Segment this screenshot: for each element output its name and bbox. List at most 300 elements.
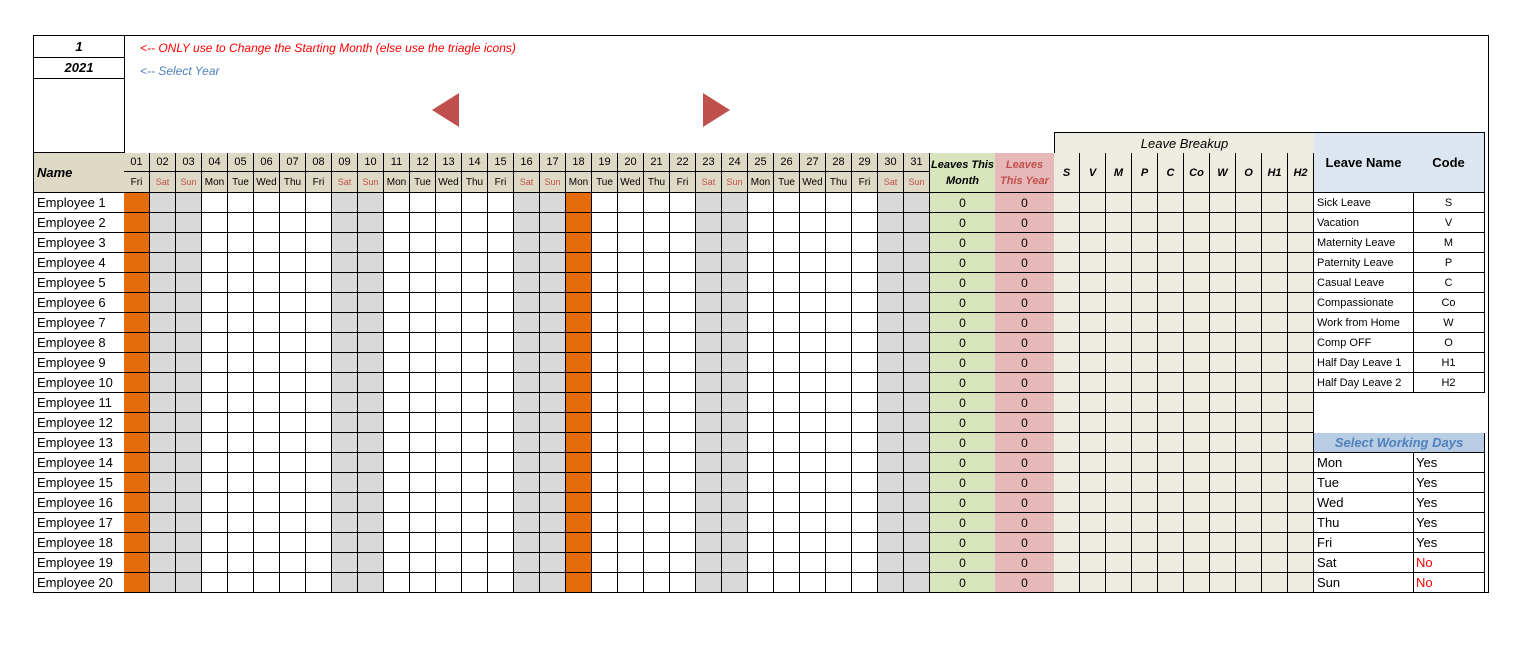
attendance-cell[interactable]: [488, 373, 514, 393]
attendance-cell[interactable]: [228, 553, 254, 573]
attendance-cell[interactable]: [748, 313, 774, 333]
attendance-cell[interactable]: [384, 393, 410, 413]
attendance-cell[interactable]: [176, 393, 202, 413]
attendance-cell[interactable]: [150, 253, 176, 273]
attendance-cell[interactable]: [488, 393, 514, 413]
attendance-cell[interactable]: [436, 253, 462, 273]
attendance-cell[interactable]: [826, 413, 852, 433]
attendance-cell[interactable]: [514, 433, 540, 453]
working-day-select[interactable]: Yes: [1413, 473, 1485, 493]
attendance-cell[interactable]: [592, 553, 618, 573]
attendance-cell[interactable]: [436, 353, 462, 373]
attendance-cell[interactable]: [592, 213, 618, 233]
attendance-cell[interactable]: [202, 193, 228, 213]
attendance-cell[interactable]: [176, 573, 202, 593]
attendance-cell[interactable]: [228, 373, 254, 393]
attendance-cell[interactable]: [826, 573, 852, 593]
attendance-cell[interactable]: [228, 293, 254, 313]
attendance-cell[interactable]: [280, 473, 306, 493]
attendance-cell[interactable]: [332, 253, 358, 273]
attendance-cell[interactable]: [722, 513, 748, 533]
attendance-cell[interactable]: [774, 493, 800, 513]
attendance-cell[interactable]: [436, 433, 462, 453]
attendance-cell[interactable]: [566, 573, 592, 593]
attendance-cell[interactable]: [566, 413, 592, 433]
attendance-cell[interactable]: [774, 333, 800, 353]
attendance-cell[interactable]: [878, 193, 904, 213]
attendance-cell[interactable]: [800, 533, 826, 553]
attendance-cell[interactable]: [384, 573, 410, 593]
attendance-cell[interactable]: [644, 273, 670, 293]
attendance-cell[interactable]: [540, 513, 566, 533]
attendance-cell[interactable]: [410, 253, 436, 273]
attendance-cell[interactable]: [124, 293, 150, 313]
attendance-cell[interactable]: [358, 473, 384, 493]
attendance-cell[interactable]: [124, 573, 150, 593]
attendance-cell[interactable]: [384, 533, 410, 553]
attendance-cell[interactable]: [618, 413, 644, 433]
attendance-cell[interactable]: [592, 353, 618, 373]
attendance-cell[interactable]: [150, 233, 176, 253]
attendance-cell[interactable]: [254, 293, 280, 313]
attendance-cell[interactable]: [904, 193, 930, 213]
attendance-cell[interactable]: [722, 533, 748, 553]
attendance-cell[interactable]: [306, 313, 332, 333]
attendance-cell[interactable]: [410, 393, 436, 413]
attendance-cell[interactable]: [358, 533, 384, 553]
attendance-cell[interactable]: [852, 393, 878, 413]
attendance-cell[interactable]: [358, 493, 384, 513]
attendance-cell[interactable]: [202, 513, 228, 533]
attendance-cell[interactable]: [358, 273, 384, 293]
attendance-cell[interactable]: [670, 333, 696, 353]
attendance-cell[interactable]: [436, 413, 462, 433]
attendance-cell[interactable]: [332, 553, 358, 573]
attendance-cell[interactable]: [228, 393, 254, 413]
attendance-cell[interactable]: [410, 473, 436, 493]
attendance-cell[interactable]: [514, 553, 540, 573]
attendance-cell[interactable]: [332, 433, 358, 453]
attendance-cell[interactable]: [800, 433, 826, 453]
attendance-cell[interactable]: [852, 573, 878, 593]
attendance-cell[interactable]: [826, 333, 852, 353]
attendance-cell[interactable]: [488, 253, 514, 273]
attendance-cell[interactable]: [540, 473, 566, 493]
attendance-cell[interactable]: [904, 433, 930, 453]
attendance-cell[interactable]: [514, 193, 540, 213]
attendance-cell[interactable]: [826, 253, 852, 273]
attendance-cell[interactable]: [358, 193, 384, 213]
attendance-cell[interactable]: [332, 473, 358, 493]
attendance-cell[interactable]: [150, 473, 176, 493]
attendance-cell[interactable]: [176, 433, 202, 453]
attendance-cell[interactable]: [540, 373, 566, 393]
attendance-cell[interactable]: [514, 513, 540, 533]
attendance-cell[interactable]: [670, 493, 696, 513]
attendance-cell[interactable]: [150, 333, 176, 353]
attendance-cell[interactable]: [150, 533, 176, 553]
attendance-cell[interactable]: [722, 193, 748, 213]
attendance-cell[interactable]: [202, 553, 228, 573]
attendance-cell[interactable]: [332, 393, 358, 413]
attendance-cell[interactable]: [280, 433, 306, 453]
attendance-cell[interactable]: [722, 373, 748, 393]
attendance-cell[interactable]: [462, 393, 488, 413]
attendance-cell[interactable]: [280, 453, 306, 473]
next-month-triangle-icon[interactable]: [703, 93, 730, 127]
attendance-cell[interactable]: [696, 233, 722, 253]
attendance-cell[interactable]: [202, 313, 228, 333]
attendance-cell[interactable]: [306, 373, 332, 393]
attendance-cell[interactable]: [488, 273, 514, 293]
attendance-cell[interactable]: [488, 353, 514, 373]
attendance-cell[interactable]: [202, 453, 228, 473]
attendance-cell[interactable]: [618, 493, 644, 513]
previous-month-triangle-icon[interactable]: [432, 93, 459, 127]
attendance-cell[interactable]: [280, 193, 306, 213]
attendance-cell[interactable]: [696, 253, 722, 273]
attendance-cell[interactable]: [254, 233, 280, 253]
attendance-cell[interactable]: [540, 233, 566, 253]
attendance-cell[interactable]: [462, 233, 488, 253]
attendance-cell[interactable]: [228, 413, 254, 433]
attendance-cell[interactable]: [670, 373, 696, 393]
attendance-cell[interactable]: [722, 493, 748, 513]
attendance-cell[interactable]: [592, 293, 618, 313]
attendance-cell[interactable]: [488, 193, 514, 213]
attendance-cell[interactable]: [644, 193, 670, 213]
attendance-cell[interactable]: [826, 213, 852, 233]
attendance-cell[interactable]: [540, 313, 566, 333]
attendance-cell[interactable]: [826, 553, 852, 573]
attendance-cell[interactable]: [176, 193, 202, 213]
attendance-cell[interactable]: [852, 513, 878, 533]
attendance-cell[interactable]: [176, 493, 202, 513]
working-day-select[interactable]: No: [1413, 573, 1485, 593]
attendance-cell[interactable]: [462, 273, 488, 293]
attendance-cell[interactable]: [904, 493, 930, 513]
attendance-cell[interactable]: [592, 193, 618, 213]
attendance-cell[interactable]: [514, 413, 540, 433]
attendance-cell[interactable]: [566, 513, 592, 533]
attendance-cell[interactable]: [722, 553, 748, 573]
attendance-cell[interactable]: [618, 293, 644, 313]
attendance-cell[interactable]: [384, 413, 410, 433]
attendance-cell[interactable]: [176, 513, 202, 533]
attendance-cell[interactable]: [540, 193, 566, 213]
attendance-cell[interactable]: [826, 493, 852, 513]
attendance-cell[interactable]: [696, 273, 722, 293]
attendance-cell[interactable]: [462, 473, 488, 493]
attendance-cell[interactable]: [436, 213, 462, 233]
attendance-cell[interactable]: [644, 253, 670, 273]
attendance-cell[interactable]: [150, 213, 176, 233]
attendance-cell[interactable]: [696, 533, 722, 553]
attendance-cell[interactable]: [124, 433, 150, 453]
attendance-cell[interactable]: [696, 193, 722, 213]
attendance-cell[interactable]: [462, 413, 488, 433]
attendance-cell[interactable]: [306, 553, 332, 573]
attendance-cell[interactable]: [774, 313, 800, 333]
attendance-cell[interactable]: [566, 253, 592, 273]
attendance-cell[interactable]: [878, 533, 904, 553]
attendance-cell[interactable]: [358, 293, 384, 313]
attendance-cell[interactable]: [306, 293, 332, 313]
attendance-cell[interactable]: [644, 313, 670, 333]
attendance-cell[interactable]: [332, 573, 358, 593]
attendance-cell[interactable]: [852, 533, 878, 553]
attendance-cell[interactable]: [384, 473, 410, 493]
attendance-cell[interactable]: [228, 573, 254, 593]
attendance-cell[interactable]: [748, 233, 774, 253]
attendance-cell[interactable]: [228, 313, 254, 333]
attendance-cell[interactable]: [878, 273, 904, 293]
attendance-cell[interactable]: [280, 533, 306, 553]
attendance-cell[interactable]: [800, 313, 826, 333]
attendance-cell[interactable]: [566, 273, 592, 293]
attendance-cell[interactable]: [774, 293, 800, 313]
attendance-cell[interactable]: [384, 273, 410, 293]
attendance-cell[interactable]: [254, 373, 280, 393]
attendance-cell[interactable]: [852, 353, 878, 373]
attendance-cell[interactable]: [644, 433, 670, 453]
attendance-cell[interactable]: [462, 573, 488, 593]
attendance-cell[interactable]: [566, 233, 592, 253]
attendance-cell[interactable]: [202, 293, 228, 313]
attendance-cell[interactable]: [670, 293, 696, 313]
attendance-cell[interactable]: [202, 353, 228, 373]
attendance-cell[interactable]: [202, 493, 228, 513]
attendance-cell[interactable]: [436, 573, 462, 593]
attendance-cell[interactable]: [306, 533, 332, 553]
attendance-cell[interactable]: [124, 193, 150, 213]
attendance-cell[interactable]: [696, 553, 722, 573]
attendance-cell[interactable]: [774, 533, 800, 553]
attendance-cell[interactable]: [826, 273, 852, 293]
attendance-cell[interactable]: [878, 393, 904, 413]
attendance-cell[interactable]: [306, 273, 332, 293]
attendance-cell[interactable]: [748, 293, 774, 313]
attendance-cell[interactable]: [800, 473, 826, 493]
attendance-cell[interactable]: [748, 453, 774, 473]
attendance-cell[interactable]: [566, 293, 592, 313]
attendance-cell[interactable]: [540, 333, 566, 353]
attendance-cell[interactable]: [800, 253, 826, 273]
attendance-cell[interactable]: [904, 473, 930, 493]
attendance-cell[interactable]: [202, 373, 228, 393]
attendance-cell[interactable]: [670, 233, 696, 253]
attendance-cell[interactable]: [436, 313, 462, 333]
attendance-cell[interactable]: [592, 333, 618, 353]
attendance-cell[interactable]: [878, 213, 904, 233]
attendance-cell[interactable]: [644, 293, 670, 313]
attendance-cell[interactable]: [488, 453, 514, 473]
attendance-cell[interactable]: [306, 473, 332, 493]
attendance-cell[interactable]: [748, 573, 774, 593]
attendance-cell[interactable]: [410, 553, 436, 573]
attendance-cell[interactable]: [332, 453, 358, 473]
attendance-cell[interactable]: [462, 553, 488, 573]
attendance-cell[interactable]: [878, 313, 904, 333]
attendance-cell[interactable]: [566, 193, 592, 213]
attendance-cell[interactable]: [202, 233, 228, 253]
attendance-cell[interactable]: [800, 293, 826, 313]
attendance-cell[interactable]: [488, 513, 514, 533]
attendance-cell[interactable]: [358, 433, 384, 453]
attendance-cell[interactable]: [228, 273, 254, 293]
attendance-cell[interactable]: [358, 333, 384, 353]
attendance-cell[interactable]: [436, 493, 462, 513]
attendance-cell[interactable]: [202, 273, 228, 293]
attendance-cell[interactable]: [358, 253, 384, 273]
attendance-cell[interactable]: [358, 573, 384, 593]
attendance-cell[interactable]: [644, 353, 670, 373]
attendance-cell[interactable]: [202, 433, 228, 453]
attendance-cell[interactable]: [254, 333, 280, 353]
attendance-cell[interactable]: [878, 413, 904, 433]
attendance-cell[interactable]: [306, 413, 332, 433]
attendance-cell[interactable]: [644, 493, 670, 513]
attendance-cell[interactable]: [280, 253, 306, 273]
attendance-cell[interactable]: [436, 293, 462, 313]
attendance-cell[interactable]: [800, 453, 826, 473]
attendance-cell[interactable]: [722, 433, 748, 453]
attendance-cell[interactable]: [254, 253, 280, 273]
attendance-cell[interactable]: [306, 433, 332, 453]
attendance-cell[interactable]: [514, 393, 540, 413]
attendance-cell[interactable]: [540, 213, 566, 233]
attendance-cell[interactable]: [124, 413, 150, 433]
attendance-cell[interactable]: [618, 233, 644, 253]
attendance-cell[interactable]: [410, 373, 436, 393]
attendance-cell[interactable]: [332, 493, 358, 513]
attendance-cell[interactable]: [228, 493, 254, 513]
attendance-cell[interactable]: [254, 213, 280, 233]
attendance-cell[interactable]: [332, 213, 358, 233]
attendance-cell[interactable]: [332, 193, 358, 213]
attendance-cell[interactable]: [800, 333, 826, 353]
attendance-cell[interactable]: [540, 253, 566, 273]
attendance-cell[interactable]: [462, 433, 488, 453]
attendance-cell[interactable]: [124, 253, 150, 273]
attendance-cell[interactable]: [124, 393, 150, 413]
attendance-cell[interactable]: [150, 493, 176, 513]
attendance-cell[interactable]: [280, 413, 306, 433]
working-day-select[interactable]: Yes: [1413, 453, 1485, 473]
attendance-cell[interactable]: [644, 573, 670, 593]
attendance-cell[interactable]: [852, 493, 878, 513]
attendance-cell[interactable]: [696, 453, 722, 473]
attendance-cell[interactable]: [410, 493, 436, 513]
attendance-cell[interactable]: [384, 193, 410, 213]
attendance-cell[interactable]: [904, 533, 930, 553]
attendance-cell[interactable]: [202, 253, 228, 273]
attendance-cell[interactable]: [566, 473, 592, 493]
attendance-cell[interactable]: [228, 453, 254, 473]
attendance-cell[interactable]: [488, 473, 514, 493]
attendance-cell[interactable]: [800, 493, 826, 513]
attendance-cell[interactable]: [150, 273, 176, 293]
attendance-cell[interactable]: [124, 353, 150, 373]
attendance-cell[interactable]: [748, 333, 774, 353]
attendance-cell[interactable]: [228, 233, 254, 253]
attendance-cell[interactable]: [618, 193, 644, 213]
attendance-cell[interactable]: [826, 433, 852, 453]
attendance-cell[interactable]: [826, 353, 852, 373]
attendance-cell[interactable]: [410, 533, 436, 553]
attendance-cell[interactable]: [670, 413, 696, 433]
attendance-cell[interactable]: [306, 573, 332, 593]
attendance-cell[interactable]: [150, 433, 176, 453]
attendance-cell[interactable]: [488, 433, 514, 453]
attendance-cell[interactable]: [410, 433, 436, 453]
attendance-cell[interactable]: [176, 313, 202, 333]
attendance-cell[interactable]: [878, 433, 904, 453]
attendance-cell[interactable]: [826, 533, 852, 553]
attendance-cell[interactable]: [540, 393, 566, 413]
attendance-cell[interactable]: [202, 573, 228, 593]
attendance-cell[interactable]: [384, 293, 410, 313]
attendance-cell[interactable]: [540, 413, 566, 433]
attendance-cell[interactable]: [488, 213, 514, 233]
attendance-cell[interactable]: [332, 273, 358, 293]
attendance-cell[interactable]: [800, 273, 826, 293]
attendance-cell[interactable]: [618, 533, 644, 553]
attendance-cell[interactable]: [904, 353, 930, 373]
attendance-cell[interactable]: [904, 393, 930, 413]
attendance-cell[interactable]: [852, 373, 878, 393]
attendance-cell[interactable]: [436, 513, 462, 533]
attendance-cell[interactable]: [540, 273, 566, 293]
attendance-cell[interactable]: [514, 293, 540, 313]
attendance-cell[interactable]: [696, 433, 722, 453]
attendance-cell[interactable]: [254, 573, 280, 593]
attendance-cell[interactable]: [644, 333, 670, 353]
attendance-cell[interactable]: [852, 553, 878, 573]
attendance-cell[interactable]: [618, 213, 644, 233]
attendance-cell[interactable]: [410, 453, 436, 473]
attendance-cell[interactable]: [852, 433, 878, 453]
attendance-cell[interactable]: [306, 333, 332, 353]
attendance-cell[interactable]: [800, 513, 826, 533]
attendance-cell[interactable]: [748, 253, 774, 273]
attendance-cell[interactable]: [592, 493, 618, 513]
attendance-cell[interactable]: [696, 493, 722, 513]
attendance-cell[interactable]: [384, 333, 410, 353]
attendance-cell[interactable]: [254, 273, 280, 293]
attendance-cell[interactable]: [462, 533, 488, 553]
attendance-cell[interactable]: [306, 253, 332, 273]
attendance-cell[interactable]: [150, 293, 176, 313]
attendance-cell[interactable]: [202, 533, 228, 553]
attendance-cell[interactable]: [488, 233, 514, 253]
attendance-cell[interactable]: [878, 513, 904, 533]
attendance-cell[interactable]: [774, 273, 800, 293]
attendance-cell[interactable]: [332, 333, 358, 353]
attendance-cell[interactable]: [904, 573, 930, 593]
attendance-cell[interactable]: [618, 573, 644, 593]
attendance-cell[interactable]: [306, 213, 332, 233]
attendance-cell[interactable]: [748, 553, 774, 573]
attendance-cell[interactable]: [540, 553, 566, 573]
attendance-cell[interactable]: [722, 213, 748, 233]
attendance-cell[interactable]: [904, 373, 930, 393]
attendance-cell[interactable]: [358, 213, 384, 233]
attendance-cell[interactable]: [462, 193, 488, 213]
attendance-cell[interactable]: [904, 213, 930, 233]
attendance-cell[interactable]: [436, 333, 462, 353]
attendance-cell[interactable]: [722, 453, 748, 473]
